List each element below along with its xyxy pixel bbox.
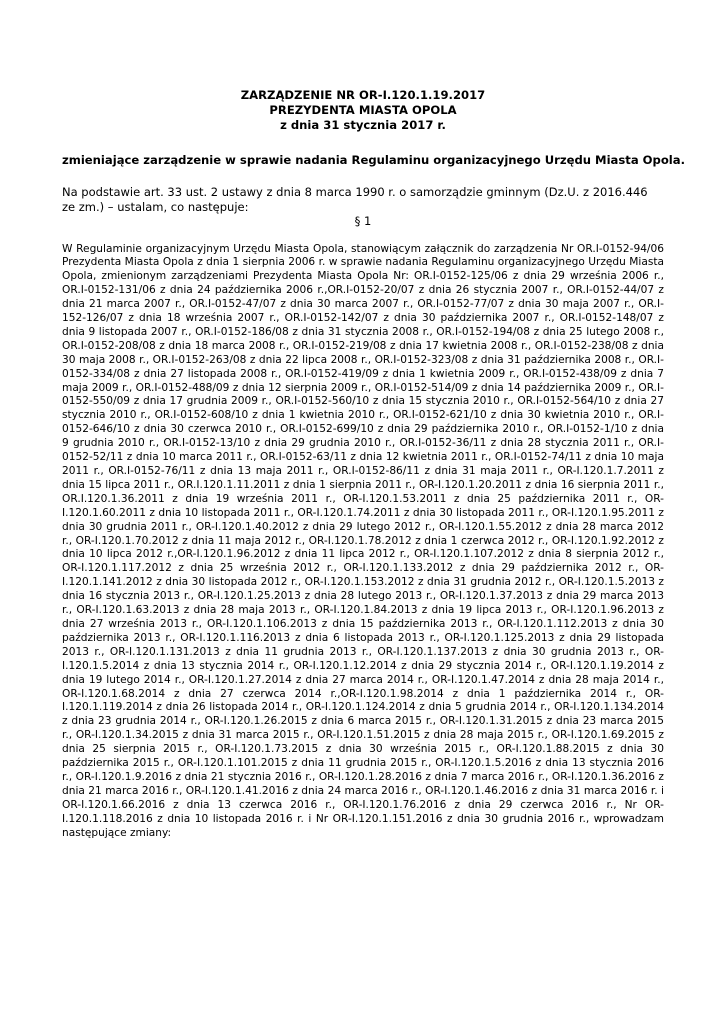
document-subject: zmieniające zarządzenie w sprawie nadania Regulaminu organizacyjnego Urzędu Miasta Opola.: [62, 153, 685, 167]
document-title-date: z dnia 31 stycznia 2017 r.: [280, 118, 446, 132]
section-1-body: W Regulaminie organizacyjnym Urzędu Miasta Opola, stanowiącym załącznik do zarządzenia Nr OR.I-0152-94/06 Prezydenta Miasta Opola z dnia 1 sierpnia 2006 r. w sprawie nadania Regulaminu organizacyjnego Urzędu Miasta Opola, zmienionym zarządzeniami Prezydenta Miasta Opola Nr: OR.I-0152-125/06 z dnia 29 września 2006 r., OR.I-0152-131/06 z dnia 24 października 2006 r.,OR.I-0152-20/07 z dnia 26 stycznia 2007 r., OR.I-0152-44/07 z dnia 21 marca 2007 r., OR.I-0152-47/07 z dnia 30 marca 2007 r., OR.I-0152-77/07 z dnia 30 maja 2007 r., OR.I-152-126/07 z dnia 18 września 2007 r., OR.I-0152-142/07 z dnia 30 października 2007 r., OR.I-0152-148/07 z dnia 9 listopada 2007 r., OR.I-0152-186/08 z dnia 31 stycznia 2008 r., OR.I-0152-194/08 z dnia 25 lutego 2008 r., OR.I-0152-208/08 z dnia 18 marca 2008 r., OR.I-0152-219/08 z dnia 17 kwietnia 2008 r., OR.I-0152-238/08 z dnia 30 maja 2008 r., OR.I-0152-263/08 z dnia 22 lipca 2008 r., OR.I-0152-323/08 z dnia 31 października 2008 r., OR.I-0152-334/08 z dnia 27 listopada 2008 r., OR.I-0152-419/09 z dnia 1 kwietnia 2009 r., OR.I-0152-438/09 z dnia 7 maja 2009 r., OR.I-0152-488/09 z dnia 12 sierpnia 2009 r., OR.I-0152-514/09 z dnia 14 października 2009 r., OR.I-0152-550/09 z dnia 17 grudnia 2009 r., OR.I-0152-560/10 z dnia 15 stycznia 2010 r., OR.I-0152-564/10 z dnia 27 stycznia 2010 r., OR.I-0152-608/10 z dnia 1 kwietnia 2010 r., OR.I-0152-621/10 z dnia 30 kwietnia 2010 r., OR.I-0152-646/10 z dnia 30 czerwca 2010 r., OR.I-0152-699/10 z dnia 29 października 2010 r., OR.I-0152-1/10 z dnia 9 grudnia 2010 r., OR.I-0152-13/10 z dnia 29 grudnia 2010 r., OR.I-0152-36/11 z dnia 28 stycznia 2011 r., OR.I-0152-52/11 z dnia 10 marca 2011 r., OR.I-0152-63/11 z dnia 12 kwietnia 2011 r., OR.I-0152-74/11 z dnia 10 maja 2011 r., OR.I-0152-76/11 z dnia 13 maja 2011 r., OR.I-0152-86/11 z dnia 31 maja 2011 r., OR-I.120.1.7.2011 z dnia 15 lipca 2011 r., OR.I.120.1.11.2011 z dnia 1 sierpnia 2011 r., OR-I.120.1.20.2011 z dnia 16 sierpnia 2011 r., OR.I.120.1.36.2011 z dnia 19 września 2011 r., OR-I.120.1.53.2011 z dnia 25 października 2011 r., OR-I.120.1.60.2011 z dnia 10 listopada 2011 r., OR-I.120.1.74.2011 z dnia 30 listopada 2011 r., OR-I.120.1.95.2011 z dnia 30 grudnia 2011 r., OR-I.120.1.40.2012 z dnia 29 lutego 2012 r., OR-I.120.1.55.2012 z dnia 28 marca 2012 r., OR-I.120.1.70.2012 z dnia 11 maja 2012 r., OR-I.120.1.78.2012 z dnia 1 czerwca 2012 r., OR-I.120.1.92.2012 z dnia 10 lipca 2012 r.,OR-I.120.1.96.2012 z dnia 11 lipca 2012 r., OR-I.120.1.107.2012 z dnia 8 sierpnia 2012 r., OR-I.120.1.117.2012 z dnia 25 września 2012 r., OR-I.120.1.133.2012 z dnia 29 października 2012 r., OR-I.120.1.141.2012 z dnia 30 listopada 2012 r., OR-I.120.1.153.2012 z dnia 31 grudnia 2012 r., OR-I.120.1.5.2013 z dnia 16 stycznia 2013 r., OR-I.120.1.25.2013 z dnia 28 lutego 2013 r., OR-I.120.1.37.2013 z dnia 29 marca 2013 r., OR-I.120.1.63.2013 z dnia 28 maja 2013 r., OR-I.120.1.84.2013 z dnia 19 lipca 2013 r., OR-I.120.1.96.2013 z dnia 27 września 2013 r., OR-I.120.1.106.2013 z dnia 15 października 2013 r., OR-I.120.1.112.2013 z dnia 30 października 2013 r., OR-I.120.1.116.2013 z dnia 6 listopada 2013 r., OR-I.120.1.125.2013 z dnia 29 listopada 2013 r., OR-I.120.1.131.2013 z dnia 11 grudnia 2013 r., OR-I.120.1.137.2013 z dnia 30 grudnia 2013 r., OR-I.120.1.5.2014 z dnia 13 stycznia 2014 r., OR-I.120.1.12.2014 z dnia 29 stycznia 2014 r., OR-I.120.1.19.2014 z dnia 19 lutego 2014 r., OR-I.120.1.27.2014 z dnia 27 marca 2014 r., OR-I.120.1.47.2014 z dnia 28 maja 2014 r., OR-I.120.1.68.2014 z dnia 27 czerwca 2014 r.,OR-I.120.1.98.2014 z dnia 1 października 2014 r., OR-I.120.1.119.2014 z dnia 26 listopada 2014 r., OR-I.120.1.124.2014 z dnia 5 grudnia 2014 r., OR-I.120.1.134.2014 z dnia 23 grudnia 2014 r., OR-I.120.1.26.2015 z dnia 6 marca 2015 r., OR-I.120.1.31.2015 z dnia 23 marca 2015 r., OR-I.120.1.34.2015 z dnia 31 marca 2015 r., OR-I.120.1.51.2015 z dnia 28 maja 2015 r., OR-I.120.1.69.2015 z dnia 25 sierpnia 2015 r., OR-I.120.1.73.2015 z dnia 30 września 2015 r., OR-I.120.1.88.2015 z dnia 30 października 2015 r., OR-I.120.1.101.2015 z dnia 11 grudnia 2015 r., OR-I.120.1.5.2016 z dnia 13 stycznia 2016 r., OR-I.120.1.9.2016 z dnia 21 stycznia 2016 r., OR-I.120.1.28.2016 z dnia 7 marca 2016 r., OR-I.120.1.36.2016 z dnia 21 marca 2016 r., OR-I.120.1.41.2016 z dnia 24 marca 2016 r., OR-I.120.1.46.2016 z dnia 31 marca 2016 r. i OR-I.120.1.66.2016 z dnia 13 czerwca 2016 r., OR-I.120.1.76.2016 z dnia 29 czerwca 2016 r., Nr OR-I.120.1.118.2016 z dnia 10 listopada 2016 r. i Nr OR-I.120.1.151.2016 z dnia 30 grudnia 2016 r., wprowadzam następujące zmiany:: [62, 242, 664, 839]
legal-basis-paragraph: Na podstawie art. 33 ust. 2 ustawy z dnia 8 marca 1990 r. o samorządzie gminnym (Dz.U. z 2016.446 ze zm.) – ustalam, co następuje:: [62, 185, 648, 214]
document-title-number: ZARZĄDZENIE NR OR-I.120.1.19.2017: [240, 88, 486, 102]
section-1-mark: § 1: [354, 214, 372, 228]
document-page: [62, 88, 685, 840]
document-title-issuer: PREZYDENTA MIASTA OPOLA: [269, 103, 457, 117]
